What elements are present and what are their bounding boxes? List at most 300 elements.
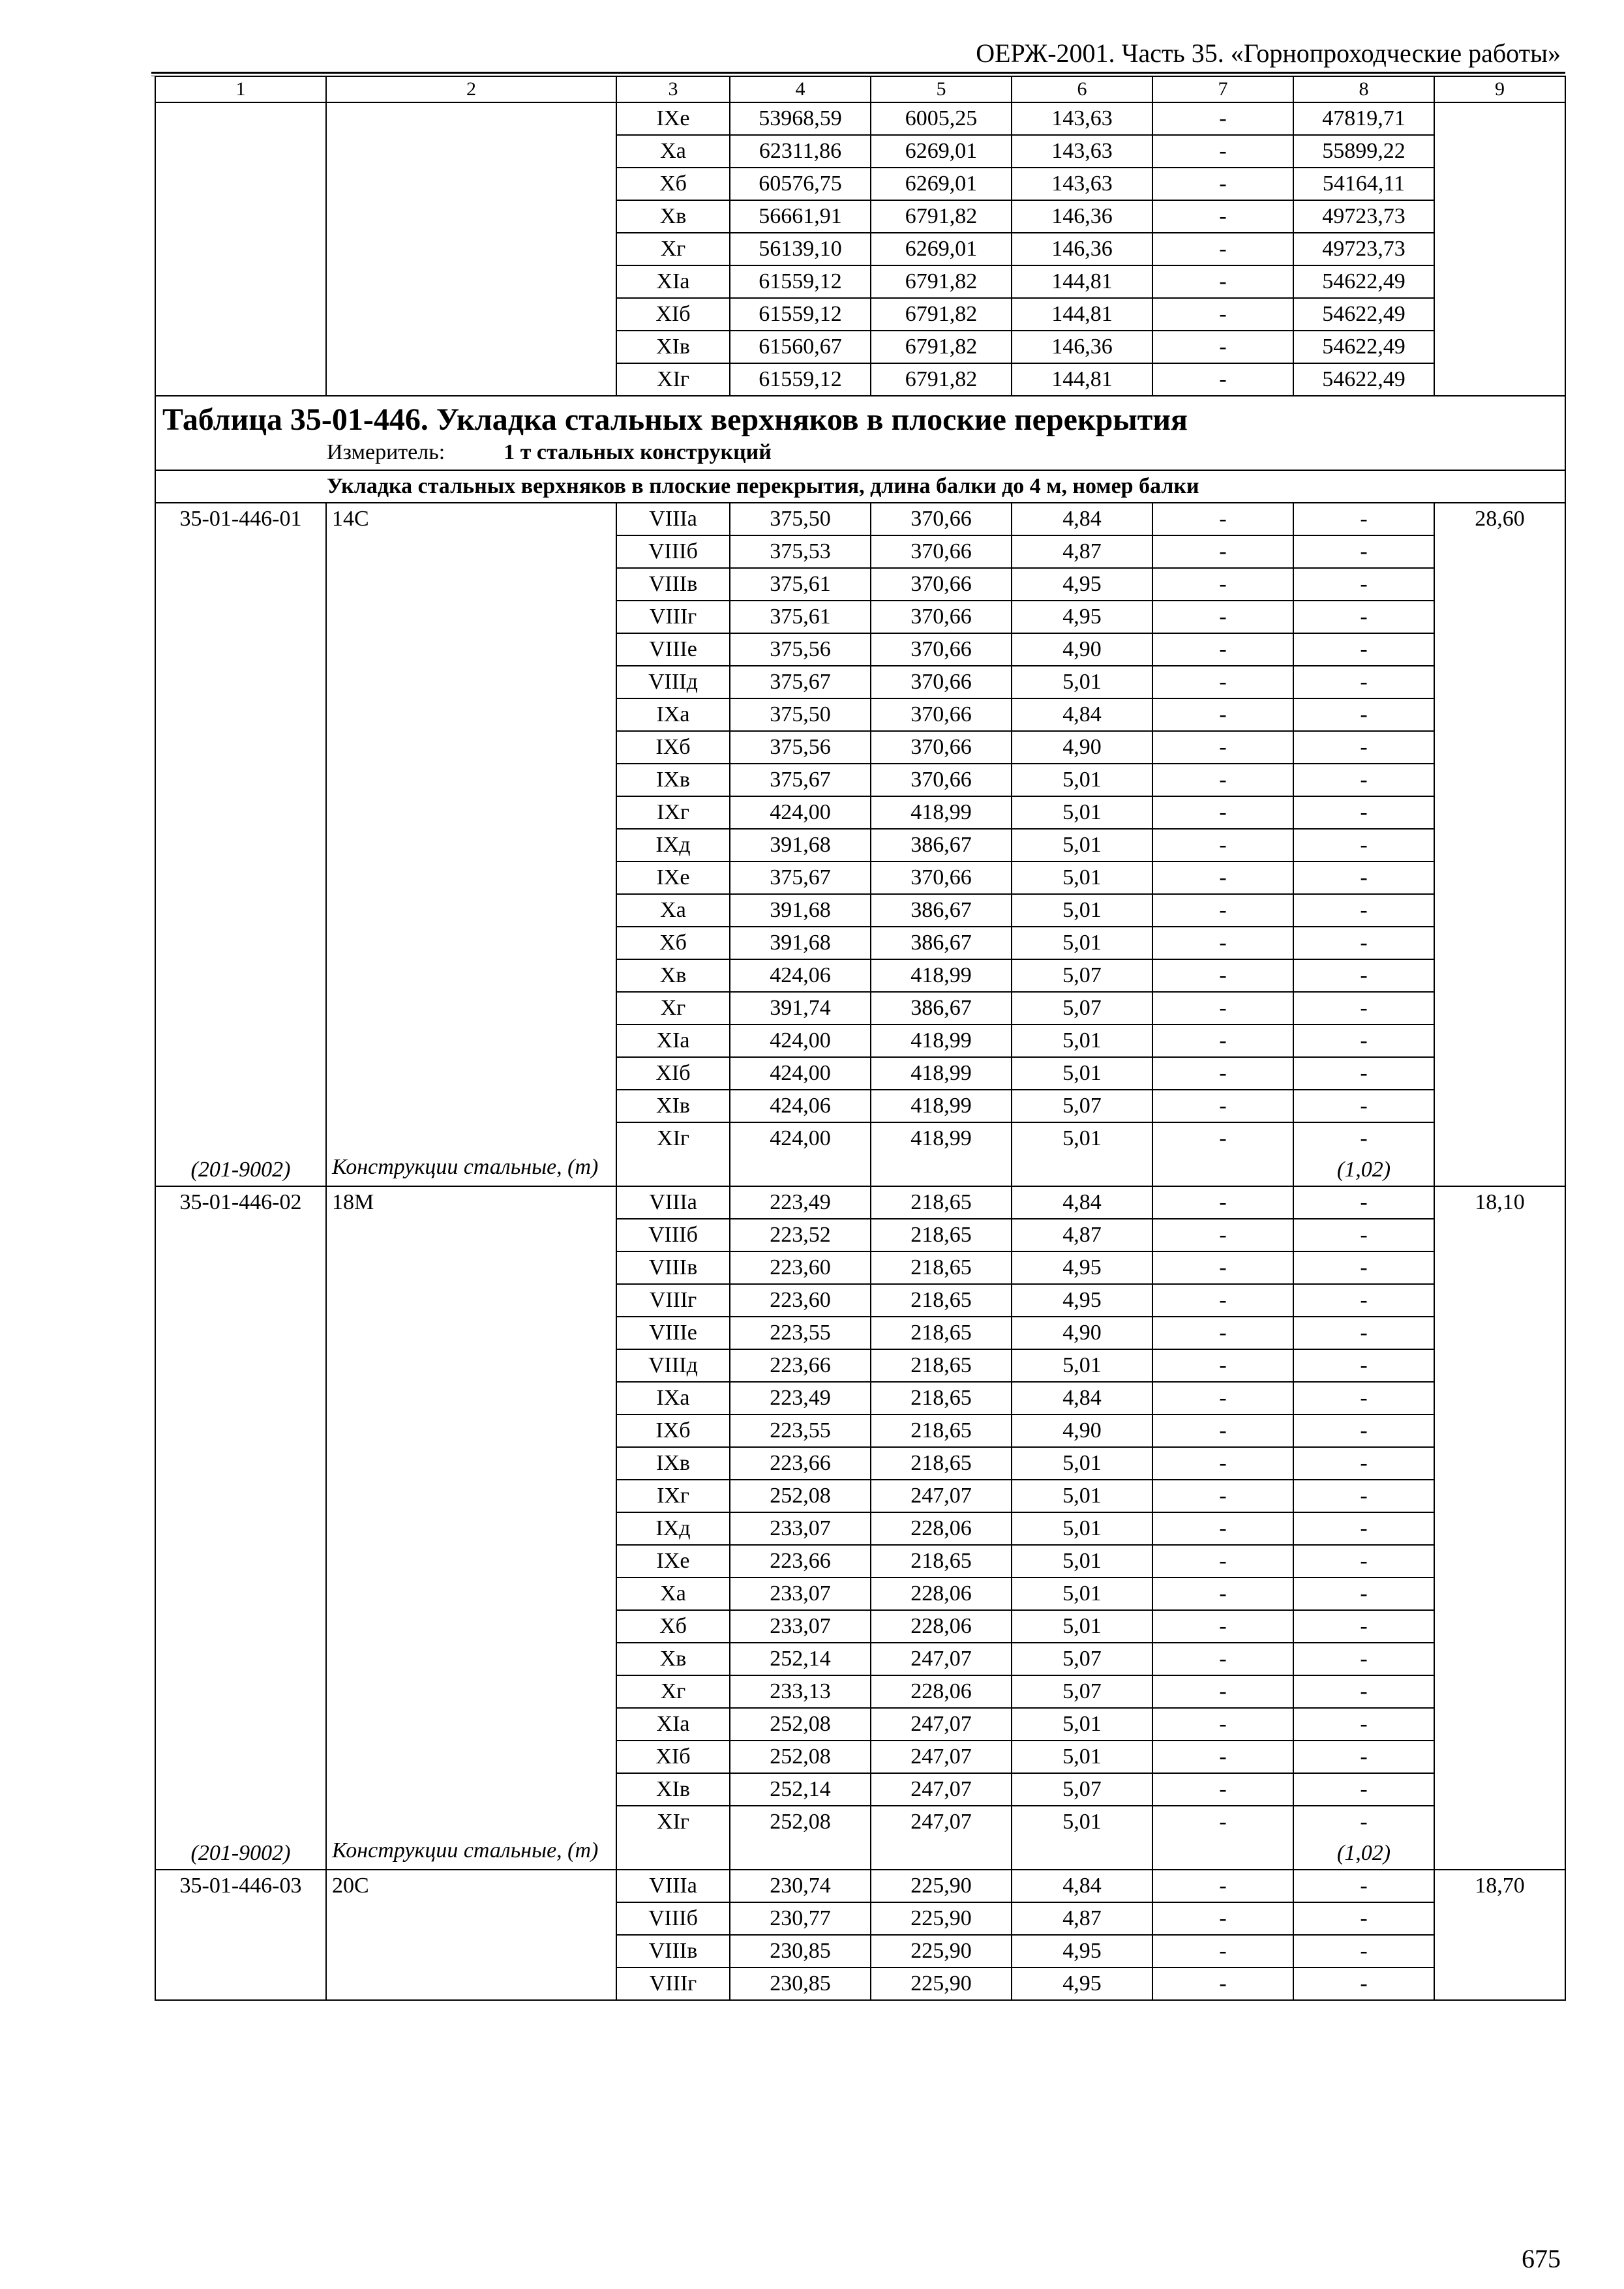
code-cell <box>155 568 326 601</box>
value-cell: - <box>1293 503 1434 535</box>
col9-cell <box>1434 1382 1565 1414</box>
value-cell: - <box>1152 1610 1293 1643</box>
table-row <box>155 992 1565 1025</box>
table-row <box>155 666 1565 698</box>
value-cell: VIIIв <box>616 568 730 601</box>
value-cell: 223,60 <box>730 1251 871 1284</box>
code-cell <box>155 1090 326 1122</box>
value-cell: - <box>1293 535 1434 568</box>
value-cell: VIIIв <box>616 1251 730 1284</box>
col9-value: 18,10 <box>1434 1186 1565 1219</box>
name-cell <box>326 894 616 927</box>
value-cell: 370,66 <box>871 568 1012 601</box>
value-cell: 4,95 <box>1012 568 1152 601</box>
value-cell: 4,87 <box>1012 535 1152 568</box>
col9-value: 18,70 <box>1434 1870 1565 1902</box>
value-cell: - <box>1293 1414 1434 1447</box>
value-cell: 5,01 <box>1012 1480 1152 1512</box>
name-cell <box>326 601 616 633</box>
empty-cell <box>730 1154 871 1186</box>
value-cell: Xa <box>616 1578 730 1610</box>
rate-name: 18М <box>326 1186 616 1219</box>
resource-code: (201-9002) <box>155 1154 326 1186</box>
col9-cell <box>1434 731 1565 764</box>
value-cell: 54622,49 <box>1293 298 1434 331</box>
column-number-row <box>155 76 1565 102</box>
name-cell <box>326 1284 616 1317</box>
value-cell: 252,08 <box>730 1480 871 1512</box>
table-row <box>155 959 1565 992</box>
table-row <box>155 1512 1565 1545</box>
value-cell: - <box>1152 1122 1293 1154</box>
value-cell: 391,68 <box>730 927 871 959</box>
column-number: 3 <box>616 76 730 102</box>
name-cell <box>326 959 616 992</box>
value-cell: 223,66 <box>730 1349 871 1382</box>
table-row <box>155 1708 1565 1741</box>
code-cell <box>155 1382 326 1414</box>
code-cell <box>155 1219 326 1251</box>
col9-value: 28,60 <box>1434 503 1565 535</box>
value-cell: Xв <box>616 1643 730 1675</box>
name-cell <box>326 1251 616 1284</box>
value-cell: 223,55 <box>730 1414 871 1447</box>
value-cell: 4,95 <box>1012 601 1152 633</box>
code-cell <box>155 829 326 861</box>
value-cell: XIa <box>616 1025 730 1057</box>
value-cell: - <box>1293 1447 1434 1480</box>
name-cell <box>326 764 616 796</box>
value-cell: 4,84 <box>1012 503 1152 535</box>
value-cell: 5,01 <box>1012 894 1152 927</box>
code-cell <box>155 1512 326 1545</box>
value-cell: 55899,22 <box>1293 135 1434 168</box>
code-cell <box>155 1967 326 2000</box>
col9-cell <box>1434 1090 1565 1122</box>
value-cell: 5,01 <box>1012 666 1152 698</box>
name-cell <box>326 1317 616 1349</box>
value-cell: 4,84 <box>1012 698 1152 731</box>
table-row <box>155 829 1565 861</box>
value-cell: 233,07 <box>730 1578 871 1610</box>
code-cell <box>155 1447 326 1480</box>
code-cell <box>155 1578 326 1610</box>
value-cell: - <box>1152 666 1293 698</box>
value-cell: VIIIд <box>616 1349 730 1382</box>
value-cell: 6791,82 <box>871 331 1012 363</box>
value-cell: 386,67 <box>871 927 1012 959</box>
name-cell <box>326 535 616 568</box>
value-cell: 223,55 <box>730 1317 871 1349</box>
value-cell: 424,00 <box>730 1025 871 1057</box>
name-cell <box>326 1090 616 1122</box>
value-cell: IXв <box>616 1447 730 1480</box>
col9-cell <box>1434 1545 1565 1578</box>
value-cell: - <box>1152 764 1293 796</box>
code-cell <box>155 894 326 927</box>
value-cell: Xa <box>616 135 730 168</box>
value-cell: 225,90 <box>871 1902 1012 1935</box>
value-cell: 252,14 <box>730 1643 871 1675</box>
col9-cell <box>1434 1154 1565 1186</box>
value-cell: - <box>1152 1480 1293 1512</box>
table-row <box>155 764 1565 796</box>
value-cell: - <box>1293 1480 1434 1512</box>
name-cell <box>326 1219 616 1251</box>
value-cell: 233,07 <box>730 1512 871 1545</box>
value-cell: 218,65 <box>871 1447 1012 1480</box>
rate-code: 35-01-446-03 <box>155 1870 326 1902</box>
col9-cell <box>1434 1284 1565 1317</box>
value-cell: 4,95 <box>1012 1284 1152 1317</box>
code-cell <box>155 1317 326 1349</box>
value-cell: - <box>1293 1122 1434 1154</box>
value-cell: 5,07 <box>1012 1090 1152 1122</box>
value-cell: 247,07 <box>871 1643 1012 1675</box>
value-cell: - <box>1293 1967 1434 2000</box>
code-cell <box>155 1349 326 1382</box>
value-cell: 375,61 <box>730 568 871 601</box>
value-cell: IXe <box>616 1545 730 1578</box>
value-cell: - <box>1293 764 1434 796</box>
col9-cell <box>1434 698 1565 731</box>
value-cell: 5,01 <box>1012 861 1152 894</box>
col9-cell <box>1434 1414 1565 1447</box>
col9-cell <box>1434 1512 1565 1545</box>
value-cell: 424,06 <box>730 959 871 992</box>
value-cell: - <box>1293 1610 1434 1643</box>
col9-cell <box>1434 1708 1565 1741</box>
value-cell: 56139,10 <box>730 233 871 265</box>
value-cell: 218,65 <box>871 1251 1012 1284</box>
empty-cell <box>1152 1838 1293 1870</box>
value-cell: IXa <box>616 1382 730 1414</box>
col9-cell <box>1434 1838 1565 1870</box>
col9-cell <box>1434 1057 1565 1090</box>
col9-cell <box>1434 829 1565 861</box>
value-cell: - <box>1152 1382 1293 1414</box>
value-cell: 143,63 <box>1012 168 1152 200</box>
value-cell: - <box>1152 927 1293 959</box>
value-cell: - <box>1152 1251 1293 1284</box>
value-cell: IXд <box>616 829 730 861</box>
value-cell: 247,07 <box>871 1480 1012 1512</box>
code-cell <box>155 698 326 731</box>
column-number: 9 <box>1434 76 1565 102</box>
value-cell: - <box>1152 1284 1293 1317</box>
value-cell: 223,49 <box>730 1186 871 1219</box>
value-cell: 223,66 <box>730 1545 871 1578</box>
empty-cell <box>1152 1154 1293 1186</box>
value-cell: - <box>1152 796 1293 829</box>
value-cell: - <box>1152 168 1293 200</box>
value-cell: 54622,49 <box>1293 265 1434 298</box>
col9-cell <box>1434 894 1565 927</box>
value-cell: - <box>1293 698 1434 731</box>
value-cell: - <box>1293 1382 1434 1414</box>
code-cell <box>155 731 326 764</box>
value-cell: - <box>1152 1935 1293 1967</box>
value-cell: 391,68 <box>730 829 871 861</box>
value-cell: 424,00 <box>730 1122 871 1154</box>
table-row <box>155 1870 1565 1902</box>
value-cell: 61559,12 <box>730 363 871 396</box>
name-cell <box>326 731 616 764</box>
name-cell <box>326 829 616 861</box>
value-cell: - <box>1152 698 1293 731</box>
value-cell: 223,49 <box>730 1382 871 1414</box>
table-row <box>155 1902 1565 1935</box>
value-cell: 5,01 <box>1012 1025 1152 1057</box>
value-cell: 370,66 <box>871 633 1012 666</box>
value-cell: 233,13 <box>730 1675 871 1708</box>
name-cell <box>326 1578 616 1610</box>
value-cell: - <box>1293 1317 1434 1349</box>
column-number: 2 <box>326 76 616 102</box>
value-cell: IXa <box>616 698 730 731</box>
value-cell: - <box>1293 1902 1434 1935</box>
value-cell: IXв <box>616 764 730 796</box>
empty-cell <box>730 1838 871 1870</box>
value-cell: - <box>1293 633 1434 666</box>
table-row <box>155 1578 1565 1610</box>
value-cell: 424,00 <box>730 796 871 829</box>
value-cell: Xв <box>616 200 730 233</box>
value-cell: - <box>1152 1675 1293 1708</box>
table-row <box>155 927 1565 959</box>
name-cell <box>326 1708 616 1741</box>
value-cell: 5,01 <box>1012 1057 1152 1090</box>
table-row <box>155 1122 1565 1154</box>
resource-row <box>155 1838 1565 1870</box>
value-cell: 6791,82 <box>871 265 1012 298</box>
value-cell: 218,65 <box>871 1382 1012 1414</box>
col9-cell <box>1434 1025 1565 1057</box>
table-row <box>155 568 1565 601</box>
resource-row <box>155 1154 1565 1186</box>
value-cell: 247,07 <box>871 1806 1012 1838</box>
value-cell: 247,07 <box>871 1741 1012 1773</box>
value-cell: IXб <box>616 1414 730 1447</box>
value-cell: 5,01 <box>1012 829 1152 861</box>
value-cell: 5,01 <box>1012 927 1152 959</box>
value-cell: VIIIa <box>616 1870 730 1902</box>
col9-cell <box>1434 666 1565 698</box>
table-row <box>155 503 1565 535</box>
col9-cell <box>1434 1317 1565 1349</box>
col9-cell <box>1434 633 1565 666</box>
code-cell <box>155 102 326 396</box>
value-cell: 375,67 <box>730 764 871 796</box>
empty-cell <box>1012 1154 1152 1186</box>
value-cell: - <box>1293 1251 1434 1284</box>
value-cell: 218,65 <box>871 1284 1012 1317</box>
value-cell: Xб <box>616 1610 730 1643</box>
col9-cell <box>1434 1675 1565 1708</box>
value-cell: 391,74 <box>730 992 871 1025</box>
value-cell: 61559,12 <box>730 298 871 331</box>
value-cell: - <box>1152 535 1293 568</box>
code-cell <box>155 796 326 829</box>
table-row <box>155 1806 1565 1838</box>
value-cell: Xб <box>616 927 730 959</box>
empty-cell <box>871 1154 1012 1186</box>
value-cell: - <box>1152 102 1293 135</box>
value-cell: - <box>1152 1512 1293 1545</box>
value-cell: - <box>1293 1870 1434 1902</box>
value-cell: - <box>1152 1545 1293 1578</box>
value-cell: - <box>1152 1219 1293 1251</box>
table-row <box>155 1773 1565 1806</box>
value-cell: 4,87 <box>1012 1902 1152 1935</box>
value-cell: 54622,49 <box>1293 363 1434 396</box>
column-number: 5 <box>871 76 1012 102</box>
value-cell: 418,99 <box>871 1025 1012 1057</box>
table-row <box>155 1090 1565 1122</box>
value-cell: 252,08 <box>730 1708 871 1741</box>
value-cell: XIг <box>616 1806 730 1838</box>
page-number: 675 <box>1522 2244 1561 2273</box>
name-cell <box>326 1675 616 1708</box>
value-cell: - <box>1293 992 1434 1025</box>
value-cell: 228,06 <box>871 1610 1012 1643</box>
value-cell: - <box>1152 1806 1293 1838</box>
value-cell: - <box>1152 1902 1293 1935</box>
value-cell: - <box>1293 1090 1434 1122</box>
value-cell: 218,65 <box>871 1545 1012 1578</box>
value-cell: - <box>1152 959 1293 992</box>
value-cell: VIIIг <box>616 1967 730 2000</box>
col9-cell <box>1434 927 1565 959</box>
value-cell: 418,99 <box>871 1122 1012 1154</box>
table-row <box>155 1741 1565 1773</box>
code-cell <box>155 1935 326 1967</box>
value-cell: 418,99 <box>871 796 1012 829</box>
value-cell: - <box>1293 1643 1434 1675</box>
resource-name: Конструкции стальные, (т) <box>326 1838 616 1870</box>
value-cell: - <box>1293 861 1434 894</box>
col9-cell <box>1434 1349 1565 1382</box>
value-cell: - <box>1293 1219 1434 1251</box>
value-cell: - <box>1152 1186 1293 1219</box>
col9-cell <box>1434 1935 1565 1967</box>
value-cell: - <box>1293 1806 1434 1838</box>
value-cell: 370,66 <box>871 601 1012 633</box>
value-cell: 144,81 <box>1012 363 1152 396</box>
col9-cell <box>1434 1122 1565 1154</box>
value-cell: 418,99 <box>871 959 1012 992</box>
code-cell <box>155 959 326 992</box>
value-cell: 218,65 <box>871 1186 1012 1219</box>
value-cell: 143,63 <box>1012 135 1152 168</box>
value-cell: 4,95 <box>1012 1251 1152 1284</box>
value-cell: 53968,59 <box>730 102 871 135</box>
value-cell: - <box>1152 894 1293 927</box>
measure-unit: 1 т стальных конструкций <box>504 440 772 464</box>
value-cell: XIб <box>616 1057 730 1090</box>
value-cell: 4,95 <box>1012 1935 1152 1967</box>
value-cell: 370,66 <box>871 535 1012 568</box>
name-cell <box>326 1643 616 1675</box>
value-cell: 4,95 <box>1012 1967 1152 2000</box>
table-row <box>155 1057 1565 1090</box>
name-cell <box>326 1414 616 1447</box>
code-cell <box>155 1122 326 1154</box>
table-row <box>155 1643 1565 1675</box>
value-cell: 375,50 <box>730 503 871 535</box>
value-cell: - <box>1152 200 1293 233</box>
table-title-cell <box>155 396 1565 470</box>
value-cell: 218,65 <box>871 1219 1012 1251</box>
value-cell: - <box>1152 1090 1293 1122</box>
table-row <box>155 1675 1565 1708</box>
value-cell: - <box>1293 927 1434 959</box>
value-cell: IXд <box>616 1512 730 1545</box>
table-row <box>155 1251 1565 1284</box>
value-cell: 375,67 <box>730 861 871 894</box>
table-row <box>155 698 1565 731</box>
resource-value: (1,02) <box>1293 1154 1434 1186</box>
table-row <box>155 1382 1565 1414</box>
value-cell: 370,66 <box>871 861 1012 894</box>
value-cell: 230,77 <box>730 1902 871 1935</box>
value-cell: - <box>1152 1317 1293 1349</box>
value-cell: IXг <box>616 1480 730 1512</box>
header-rule <box>151 72 1565 74</box>
value-cell: 233,07 <box>730 1610 871 1643</box>
code-cell <box>155 1902 326 1935</box>
value-cell: 223,60 <box>730 1284 871 1317</box>
value-cell: 5,07 <box>1012 1773 1152 1806</box>
table-row <box>155 1219 1565 1251</box>
value-cell: - <box>1293 829 1434 861</box>
value-cell: 424,06 <box>730 1090 871 1122</box>
value-cell: VIIIб <box>616 535 730 568</box>
table-row <box>155 535 1565 568</box>
col9-cell <box>1434 535 1565 568</box>
name-cell <box>326 1545 616 1578</box>
table-row <box>155 1480 1565 1512</box>
table-title: Таблица 35-01-446. Укладка стальных верхняков в плоские перекрытия <box>162 402 1188 437</box>
value-cell: 56661,91 <box>730 200 871 233</box>
rate-code: 35-01-446-01 <box>155 503 326 535</box>
value-cell: XIг <box>616 1122 730 1154</box>
value-cell: XIa <box>616 265 730 298</box>
value-cell: 6005,25 <box>871 102 1012 135</box>
value-cell: XIв <box>616 1773 730 1806</box>
empty-cell <box>616 1838 730 1870</box>
table-row <box>155 1186 1565 1219</box>
table-row <box>155 861 1565 894</box>
value-cell: 5,01 <box>1012 1545 1152 1578</box>
value-cell: 143,63 <box>1012 102 1152 135</box>
table-title-row <box>155 396 1565 470</box>
code-cell <box>155 1643 326 1675</box>
value-cell: 5,07 <box>1012 992 1152 1025</box>
value-cell: 144,81 <box>1012 298 1152 331</box>
code-cell <box>155 1284 326 1317</box>
value-cell: 5,07 <box>1012 1643 1152 1675</box>
value-cell: - <box>1152 1578 1293 1610</box>
column-number: 1 <box>155 76 326 102</box>
value-cell: - <box>1293 731 1434 764</box>
name-cell <box>326 1512 616 1545</box>
value-cell: - <box>1152 1447 1293 1480</box>
table-row <box>155 1317 1565 1349</box>
value-cell: Xг <box>616 1675 730 1708</box>
value-cell: - <box>1152 992 1293 1025</box>
value-cell: - <box>1152 233 1293 265</box>
